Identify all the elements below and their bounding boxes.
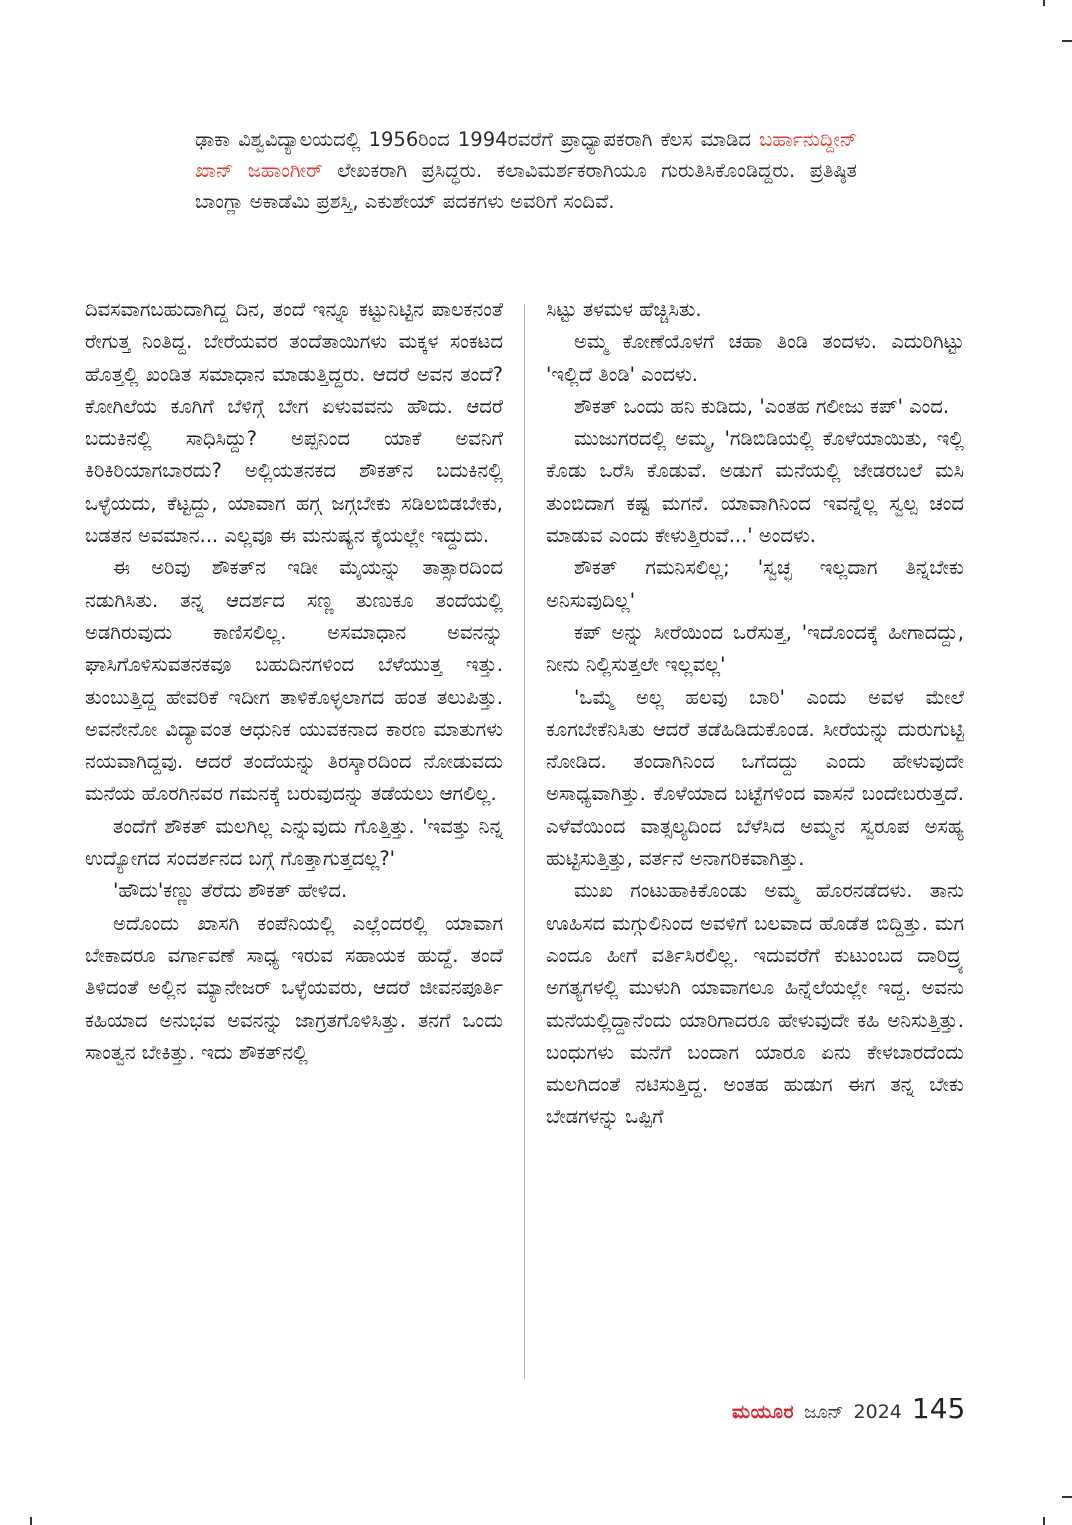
intro-text-after: ಲೇಖಕರಾಗಿ ಪ್ರಸಿದ್ಧರು. ಕಲಾವಿಮರ್ಶಕರಾಗಿಯೂ ಗುರುತಿಸಿಕೊಂಡಿದ್ದರು. ಪ್ರತಿಷ್ಠಿತ ಬಾಂಗ್ಲಾ ಅಕಾಡೆಮಿ ಪ್ರಶಸ್ತಿ, ಎಕುಶೇಯ್ ಪದಕಗಳು ಅವರಿಗೆ ಸಂದಿವೆ. [195,159,857,213]
page-number: 145 [911,1392,966,1425]
paragraph: ಕಪ್ ಅನ್ನು ಸೀರೆಯಿಂದ ಒರೆಸುತ್ತ, 'ಇದೊಂದಕ್ಕೆ ಹೀಗಾದದ್ದು, ನೀನು ನಿಲ್ಲಿಸುತ್ತಲೇ ಇಲ್ಲವಲ್ಲ' [546,620,964,677]
author-name: ಬರ್ಹಾನುದ್ದೀನ್ ಖಾನ್ ಜಹಾಂಗೀರ್ [195,128,857,182]
paragraph: ಸಿಟ್ಟು ತಳಮಳ ಹೆಚ್ಚಿಸಿತು. [546,298,702,321]
paragraph: ಅಮ್ಮ ಕೋಣೆಯೊಳಗೆ ಚಹಾ ತಿಂಡಿ ತಂದಳು. ಎದುರಿಗಿಟ್ಟು 'ಇಲ್ಲಿದೆ ತಿಂಡಿ' ಎಂದಳು. [546,330,964,386]
intro-text-before: ಢಾಕಾ ವಿಶ್ವವಿದ್ಯಾಲಯದಲ್ಲಿ 1956ರಿಂದ 1994ರವರೆಗೆ ಪ್ರಾಧ್ಯಾಪಕರಾಗಿ ಕೆಲಸ ಮಾಡಿದ [195,128,760,151]
paragraph: ಶೌಕತ್ ಗಮನಿಸಲಿಲ್ಲ; 'ಸ್ವಚ್ಛ ಇಲ್ಲದಾಗ ತಿನ್ನಬೇಕು ಅನಿಸುವುದಿಲ್ಲ' [546,556,964,612]
paragraph: ಈ ಅರಿವು ಶೌಕತ್‌ನ ಇಡೀ ಮೈಯನ್ನು ತಾತ್ಸಾರದಿಂದ ನಡುಗಿಸಿತು. ತನ್ನ ಆದರ್ಶದ ಸಣ್ಣ ತುಣುಕೂ ತಂದೆಯಲ್ಲಿ ಅಡಗಿರುವುದು ಕಾಣಿಸಲಿಲ್ಲ. ಅಸಮಾಧಾನ ಅವನನ್ನು ಘಾಸಿಗೊಳಿಸುವತನಕವೂ ಬಹುದಿನಗಳಿಂದ ಬೆಳೆಯುತ್ತ ಇತ್ತು. ತುಂಬುತ್ತಿದ್ದ ಹೇವರಿಕೆ ಇದೀಗ ತಾಳಿಕೊಳ್ಳಲಾಗದ ಹಂತ ತಲುಪಿತ್ತು. ಅವನೇನೋ ವಿದ್ಯಾವಂತ ಆಧುನಿಕ ಯುವಕನಾದ ಕಾರಣ ಮಾತುಗಳು ನಯವಾಗಿದ್ದವು. ಆದರೆ ತಂದೆಯನ್ನು ತಿರಸ್ಕಾರದಿಂದ ನೋಡುವದು ಮನೆಯ ಹೊರಗಿನವರ ಗಮನಕ್ಕೆ ಬರುವುದನ್ನು ತಡೆಯಲು ಆಗಲಿಲ್ಲ. [85,556,503,806]
issue-month: ಜೂನ್ [804,1402,844,1423]
column-divider [524,304,525,1379]
issue-year: 2024 [853,1401,902,1423]
crop-mark-bottom-right [1043,1517,1045,1525]
crop-mark-right-top [1062,40,1072,42]
crop-mark-bottom-left [30,1517,32,1525]
paragraph: 'ಹೌದು'ಕಣ್ಣು ತೆರೆದು ಶೌಕತ್ ಹೇಳಿದ. [113,879,348,903]
left-column [85,294,503,1069]
paragraph: ಅದೊಂದು ಖಾಸಗಿ ಕಂಪೆನಿಯಲ್ಲಿ ಎಲ್ಲೆಂದರಲ್ಲಿ ಯಾವಾಗ ಬೇಕಾದರೂ ವರ್ಗಾವಣೆ ಸಾಧ್ಯ ಇರುವ ಸಹಾಯಕ ಹುದ್ದೆ. ತಂದೆ ತಿಳಿದಂತೆ ಅಲ್ಲಿನ ಮ್ಯಾನೇಜರ್ ಒಳ್ಳೆಯವರು, ಆದರೆ ಜೀವನಪೂರ್ತಿ ಕಹಿಯಾದ ಅನುಭವ ಅವನನ್ನು ಜಾಗ್ರತಗೊಳಿಸಿತ್ತು. ತನಗೆ ಒಂದು ಸಾಂತ್ವನ ಬೇಕಿತ್ತು. ಇದು ಶೌಕತ್‌ನಲ್ಲಿ [85,911,503,1064]
paragraph: ದಿವಸವಾಗಬಹುದಾಗಿದ್ದ ದಿನ, ತಂದೆ ಇನ್ನೂ ಕಟ್ಟುನಿಟ್ಟಿನ ಪಾಲಕನಂತೆ ರೇಗುತ್ತ ನಿಂತಿದ್ದ. ಬೇರೆಯವರ ತಂದೆತಾಯಿಗಳು ಮಕ್ಕಳ ಸಂಕಟದ ಹೊತ್ತಲ್ಲಿ ಖಂಡಿತ ಸಮಾಧಾನ ಮಾಡುತ್ತಿದ್ದರು. ಆದರೆ ಅವನ ತಂದೆ? ಕೋಗಿಲೆಯ ಕೂಗಿಗೆ ಬೆಳಿಗ್ಗೆ ಬೇಗ ಏಳುವವನು ಹೌದು. ಆದರೆ ಬದುಕಿನಲ್ಲಿ ಸಾಧಿಸಿದ್ದು? ಅಪ್ಪನಿಂದ ಯಾಕೆ ಅವನಿಗೆ ಕಿರಿಕಿರಿಯಾಗಬಾರದು? ಅಲ್ಲಿಯತನಕದ ಶೌಕತ್‌ನ ಬದುಕಿನಲ್ಲಿ ಒಳ್ಳೆಯದು, ಕೆಟ್ಟದ್ದು, ಯಾವಾಗ ಹಗ್ಗ ಜಗ್ಗಬೇಕು ಸಡಿಲಬಿಡಬೇಕು, ಬಡತನ ಅವಮಾನ... ಎಲ್ಲವೂ ಈ ಮನುಷ್ಯನ ಕೈಯಲ್ಲೇ ಇದ್ದುದು. [85,298,503,548]
crop-mark-right-bottom [1062,1496,1072,1498]
paragraph: ಮುಖ ಗಂಟುಹಾಕಿಕೊಂಡು ಅಮ್ಮ ಹೊರನಡೆದಳು. ತಾನು ಊಹಿಸದ ಮಗ್ಗುಲಿನಿಂದ ಅವಳಿಗೆ ಬಲವಾದ ಹೊಡೆತ ಬಿದ್ದಿತ್ತು. ಮಗ ಎಂದೂ ಹೀಗೆ ವರ್ತಿಸಿರಲಿಲ್ಲ. ಇದುವರೆಗೆ ಕುಟುಂಬದ ದಾರಿದ್ರ್ಯ ಅಗತ್ಯಗಳಲ್ಲಿ ಮುಳುಗಿ ಯಾವಾಗಲೂ ಹಿನ್ನೆಲೆಯಲ್ಲೇ ಇದ್ದ. ಅವನು ಮನೆಯಲ್ಲಿದ್ದಾನೆಂದು ಯಾರಿಗಾದರೂ ಹೇಳುವುದೇ ಕಹಿ ಅನಿಸುತ್ತಿತ್ತು. ಬಂಧುಗಳು ಮನೆಗೆ ಬಂದಾಗ ಯಾರೂ ಏನು ಕೇಳಬಾರದೆಂದು ಮಲಗಿದಂತೆ ನಟಿಸುತ್ತಿದ್ದ. ಅಂತಹ ಹುಡುಗ ಈಗ ತನ್ನ ಬೇಕು ಬೇಡಗಳನ್ನು ಒಪ್ಪಿಗೆ [546,879,964,1129]
paragraph: 'ಒಮ್ಮೆ ಅಲ್ಲ ಹಲವು ಬಾರಿ' ಎಂದು ಅವಳ ಮೇಲೆ ಕೂಗಬೇಕೆನಿಸಿತು ಆದರೆ ತಡೆಹಿಡಿದುಕೊಂಡ. ಸೀರೆಯನ್ನು ದುರುಗುಟ್ಟಿ ನೋಡಿದ. ತಂದಾಗಿನಿಂದ ಒಗೆದದ್ದು ಎಂದು ಹೇಳುವುದೇ ಅಸಾಧ್ಯವಾಗಿತ್ತು. ಕೊಳೆಯಾದ ಬಟ್ಟೆಗಳಿಂದ ವಾಸನೆ ಬಂದೇಬರುತ್ತದೆ. ಎಳೆವೆಯಿಂದ ವಾತ್ಸಲ್ಯದಿಂದ ಬೆಳೆಸಿದ ಅಮ್ಮನ ಸ್ವರೂಪ ಅಸಹ್ಯ ಹುಟ್ಟಿಸುತ್ತಿತ್ತು, ವರ್ತನೆ ಅನಾಗರಿಕವಾಗಿತ್ತು. [546,685,964,871]
right-column [546,294,964,1134]
paragraph: ಶೌಕತ್ ಒಂದು ಹನಿ ಕುಡಿದು, 'ಎಂತಹ ಗಲೀಜು ಕಪ್' ಎಂದ. [574,394,950,418]
author-intro [195,124,857,217]
paragraph: ಮುಜುಗರದಲ್ಲಿ ಅಮ್ಮ, 'ಗಡಿಬಿಡಿಯಲ್ಲಿ ಕೊಳೆಯಾಯಿತು, ಇಲ್ಲಿ ಕೊಡು ಒರೆಸಿ ಕೊಡುವೆ. ಅಡುಗೆ ಮನೆಯಲ್ಲಿ ಜೇಡರಬಲೆ ಮಸಿ ತುಂಬಿದಾಗ ಕಷ್ಟ ಮಗನೆ. ಯಾವಾಗಿನಿಂದ ಇವನ್ನೆಲ್ಲ ಸ್ವಲ್ಪ ಚಂದ ಮಾಡುವ ಎಂದು ಕೇಳುತ್ತಿರುವೆ...' ಅಂದಳು. [546,427,964,548]
paragraph: ತಂದೆಗೆ ಶೌಕತ್ ಮಲಗಿಲ್ಲ ಎನ್ನುವುದು ಗೊತ್ತಿತ್ತು. 'ಇವತ್ತು ನಿನ್ನ ಉದ್ಯೋಗದ ಸಂದರ್ಶನದ ಬಗ್ಗೆ ಗೊತ್ತಾಗುತ್ತದಲ್ಲ?' [85,814,503,871]
crop-mark-top [1043,0,1045,6]
magazine-name: ಮಯೂರ [732,1401,795,1423]
page-footer [732,1392,965,1432]
